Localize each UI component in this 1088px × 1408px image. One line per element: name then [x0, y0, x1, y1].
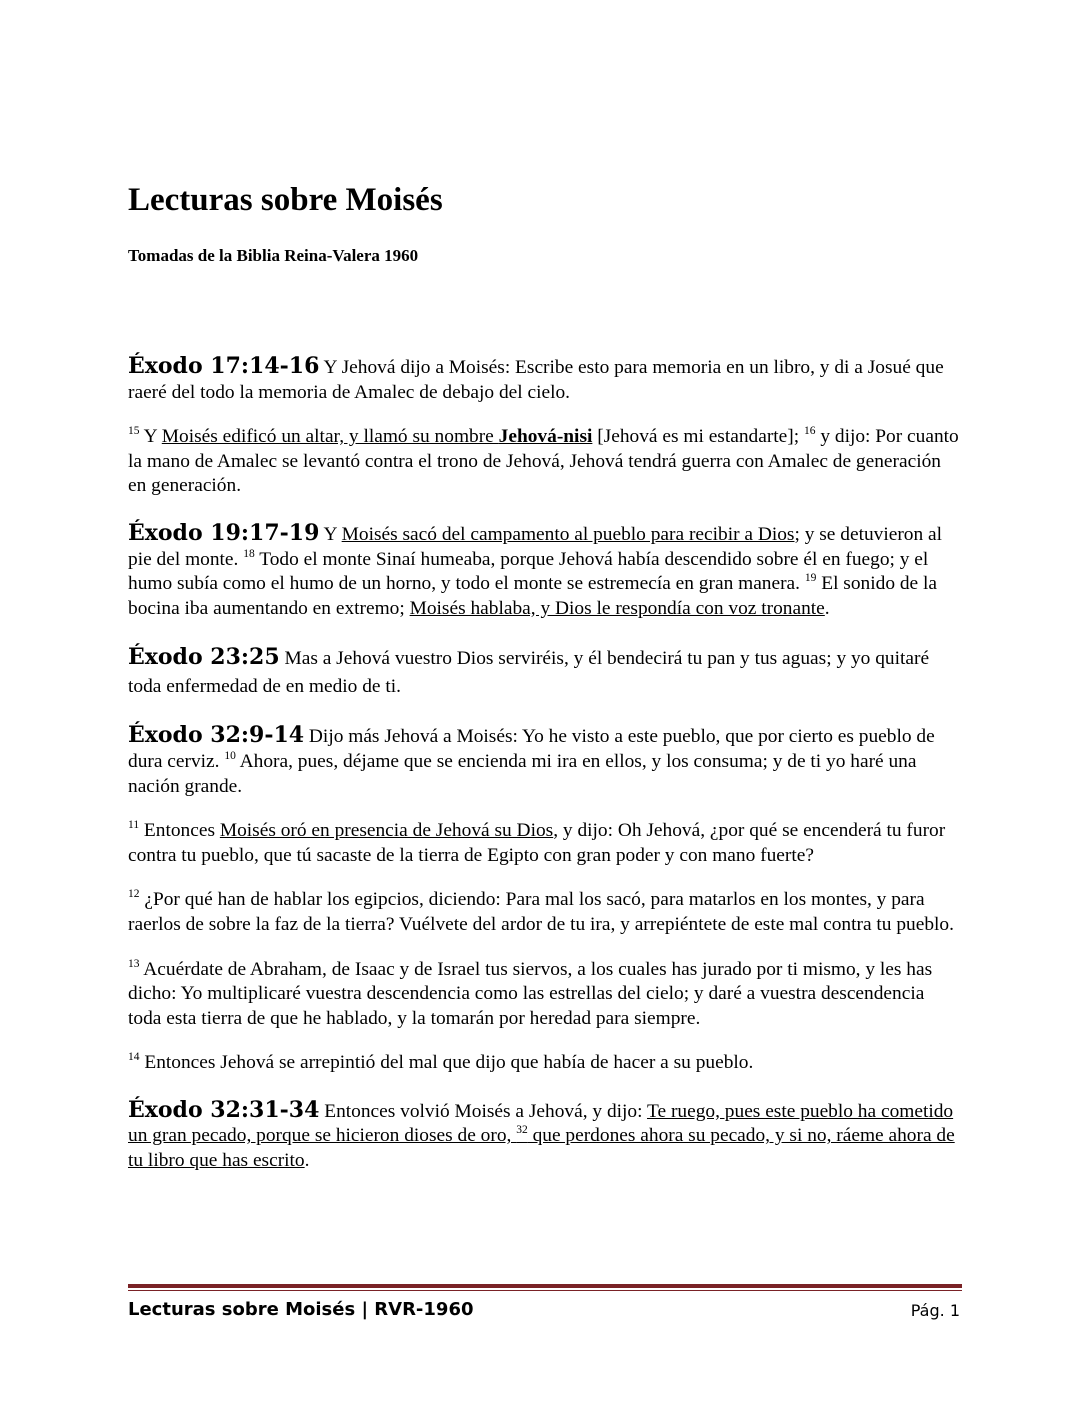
verse-number: 10	[224, 749, 236, 762]
underlined-text: Moisés sacó del campamento al pueblo para recibir a Dios	[341, 523, 795, 545]
passage-text: Y Jehová dijo a Moisés: Escribe esto para memoria en un libro, y di a Josué que raeré del todo la memoria de Amalec de debajo del cielo.	[128, 357, 944, 403]
underlined-text: que perdones ahora su pecado, y si no, ráeme ahora de tu libro que has escrito	[128, 1125, 955, 1172]
verse-number: 32	[516, 1124, 528, 1137]
passage-text: Todo el monte Sinaí humeaba, porque Jehová había descendido sobre él en fuego; y el humo subía como el humo de un horno, y todo el monte se estremecía en gran manera.	[128, 548, 929, 595]
verse-number: 14	[128, 1051, 140, 1064]
passage-text: Acuérdate de Abraham, de Isaac y de Israel tus siervos, a los cuales has jurado por ti mismo, y les has dicho: Yo multiplicaré vuestra descendencia como las estrellas del cielo; y daré a vuestra descendencia toda esta tierra de que he hablado, y la tomarán por heredad para siempre.	[128, 958, 933, 1029]
underlined-text: Moisés oró en presencia de Jehová su Dios	[219, 820, 554, 842]
passage-text: ; y se detuvieron al pie del monte.	[128, 523, 943, 570]
passage-text: ¿Por qué han de hablar los egipcios, diciendo: Para mal los sacó, para matarlos en los montes, y para raerlos de sobre la faz de la tierra? Vuélvete del ardor de tu ira, y arrepiéntete de este mal contra tu pueblo.	[128, 889, 954, 935]
bold-underlined-text: Jehová-nisi	[498, 426, 593, 448]
passage-exodo-32-14	[128, 1051, 960, 1076]
passage-reference: Éxodo 32:9-14	[128, 722, 305, 749]
document-subtitle: Tomadas de la Biblia Reina-Valera 1960	[128, 246, 419, 265]
passage-exodo-32-31	[128, 1098, 960, 1174]
verse-number: 16	[803, 425, 816, 438]
passage-text: .	[824, 597, 830, 619]
passage-text: Entonces Jehová se arrepintió del mal que dijo que había de hacer a su pueblo.	[139, 1052, 754, 1074]
readings-content	[128, 354, 960, 1174]
document-title: Lecturas sobre Moisés	[128, 182, 443, 218]
passage-text: Y	[139, 426, 162, 448]
verse-number: 19	[804, 572, 817, 585]
passage-text: Ahora, pues, déjame que se encienda mi ira en ellos, y los consuma; y de ti yo haré una nación grande.	[128, 750, 917, 797]
passage-text: , y dijo: Oh Jehová, ¿por qué se encenderá tu furor contra tu pueblo, que tú sacaste de la tierra de Egipto con gran poder y con mano fuerte?	[128, 820, 946, 866]
verse-number: 13	[128, 957, 140, 970]
verse-number: 12	[128, 888, 140, 901]
underlined-text: Moisés hablaba, y Dios le respondía con voz tronante	[409, 597, 825, 619]
passage-text: [Jehová es mi estandarte];	[592, 426, 804, 448]
passage-exodo-23-25	[128, 643, 960, 701]
passage-exodo-32-13	[128, 958, 960, 1032]
passage-exodo-19-17	[128, 521, 960, 621]
footer-divider-thin	[128, 1290, 962, 1291]
passage-exodo-32-11	[128, 819, 960, 868]
footer-title: Lecturas sobre Moisés | RVR-1960	[128, 1299, 474, 1320]
page-number: Pág. 1	[910, 1301, 960, 1320]
passage-exodo-17-14	[128, 354, 960, 405]
underlined-text: Moisés edificó un altar, y llamó su nombre	[161, 426, 499, 448]
verse-number: 11	[128, 819, 140, 832]
passage-text: .	[304, 1150, 310, 1172]
passage-text: Dijo más Jehová a Moisés: Yo he visto a este pueblo, que por cierto es pueblo de dura cerviz.	[128, 726, 935, 772]
passage-text: Entonces volvió Moisés a Jehová, y dijo:	[319, 1100, 648, 1122]
footer-divider	[128, 1284, 962, 1288]
passage-reference: Éxodo 32:31-34	[128, 1096, 320, 1123]
passage-text: Mas a Jehová vuestro Dios serviréis, y él bendecirá tu pan y tus aguas; y yo quitaré toda enfermedad de en medio de ti.	[128, 648, 930, 698]
passage-reference: Éxodo 23:25	[128, 644, 280, 671]
passage-text: El sonido de la bocina iba aumentando en extremo;	[128, 573, 938, 619]
passage-reference: Éxodo 19:17-19	[128, 519, 320, 546]
passage-text: Entonces	[139, 820, 220, 842]
passage-text: Y	[319, 523, 342, 545]
passage-reference: Éxodo 17:14-16	[128, 353, 320, 379]
underlined-text: Te ruego, pues este pueblo ha cometido un gran pecado, porque se hicieron dioses de oro,	[128, 1100, 954, 1147]
passage-text: y dijo: Por cuanto la mano de Amalec se levantó contra el trono de Jehová, Jehová tendrá guerra con Amalec de generación en generación.	[128, 426, 959, 497]
verse-number: 15	[128, 425, 140, 438]
verse-number: 18	[243, 547, 255, 560]
passage-exodo-32-12	[128, 888, 960, 937]
passage-exodo-17-15	[128, 425, 960, 499]
passage-exodo-32-9	[128, 723, 960, 799]
